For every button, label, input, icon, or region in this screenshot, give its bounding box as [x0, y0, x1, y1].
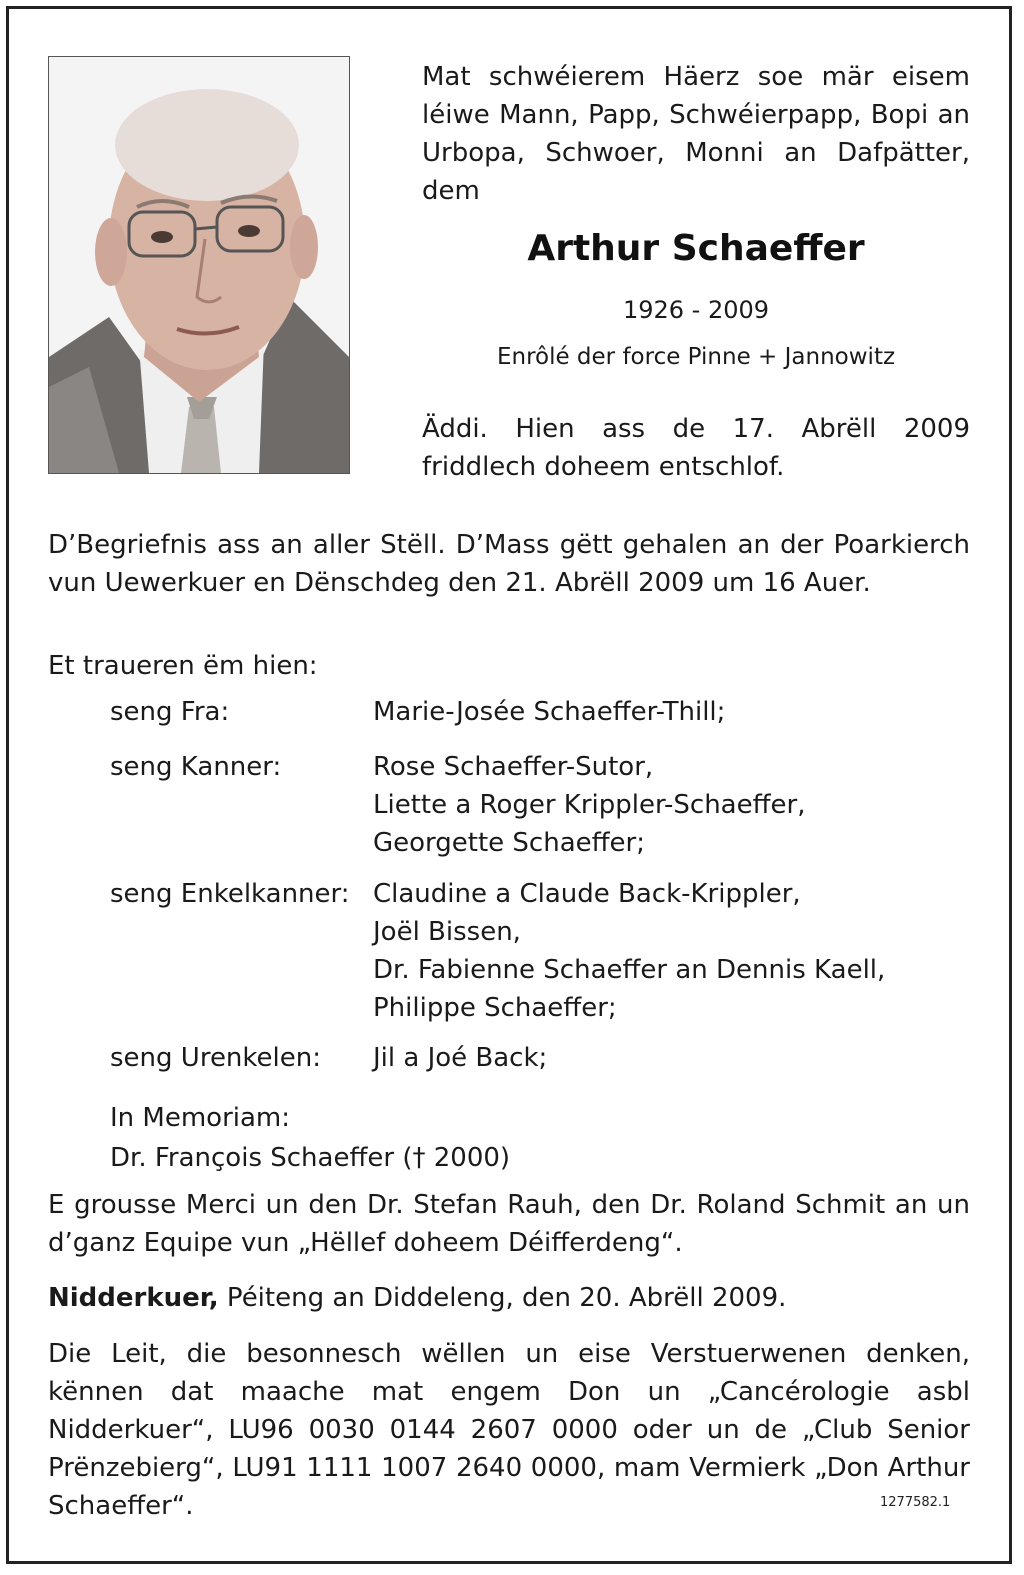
mourner-name: Philippe Schaeffer;	[373, 993, 617, 1023]
in-memoriam	[110, 1098, 510, 1178]
relation-names	[373, 748, 805, 862]
place-rest: Péiteng an Diddeleng, den 20. Abrëll 2009.	[218, 1283, 787, 1313]
mourner-name: Georgette Schaeffer;	[373, 828, 645, 858]
portrait-image	[49, 57, 349, 473]
life-years: 1926 - 2009	[622, 296, 770, 324]
funeral-notice: D’Begriefnis ass an aller Stëll. D’Mass gëtt gehalen an der Poarkierch vun Uewerkuer en Dënschdeg den 21. Abrëll 2009 um 16 Auer.	[48, 530, 970, 598]
mourner-name: Marie-Josée Schaeffer-Thill;	[373, 697, 726, 727]
memoriam-label: In Memoriam:	[110, 1103, 291, 1133]
place-date	[48, 1283, 786, 1313]
death-notice: Äddi. Hien ass de 17. Abrëll 2009 friddlech doheem entschlof.	[422, 414, 970, 482]
portrait-photo	[48, 56, 350, 474]
memoriam-name: Dr. François Schaeffer († 2000)	[110, 1143, 511, 1173]
mourner-name: Liette a Roger Krippler-Schaeffer,	[373, 790, 806, 820]
relation-label: seng Enkelkanner:	[110, 879, 350, 909]
relation-label: seng Fra:	[110, 697, 230, 727]
mourner-name: Claudine a Claude Back-Krippler,	[373, 879, 801, 909]
relation-names	[373, 693, 725, 731]
deceased-name: Arthur Schaeffer	[527, 228, 865, 269]
mourner-name: Dr. Fabienne Schaeffer an Dennis Kaell,	[373, 955, 886, 985]
thanks-text: E grousse Merci un den Dr. Stefan Rauh, den Dr. Roland Schmit an un d’ganz Equipe vun „Hëllef doheem Déifferdeng“.	[48, 1190, 970, 1258]
mourner-name: Rose Schaeffer-Sutor,	[373, 752, 654, 782]
donation-text: Die Leit, die besonnesch wëllen un eise Verstuerwenen denken, kënnen dat maache mat engem Don un „Cancérologie asbl Nidderkuer“, LU96 0030 0144 2607 0000 oder un de „Club Senior Prënzebierg“, LU91 1111 1007 2640 0000, mam Vermierk „Don Arthur Schaeffer“.	[48, 1339, 970, 1521]
relation-label: seng Urenkelen:	[110, 1043, 321, 1073]
reference-number: 1277582.1	[880, 1495, 951, 1510]
mourner-name: Joël Bissen,	[373, 917, 521, 947]
relation-names	[373, 875, 885, 1027]
mourners-intro: Et traueren ëm hien:	[48, 651, 318, 681]
enrole-note: Enrôlé der force Pinne + Jannowitz	[496, 344, 896, 370]
intro-text: Mat schwéierem Häerz soe mär eisem léiwe Mann, Papp, Schwéierpapp, Bopi an Urbopa, Schwoer, Monni an Dafpätter, dem	[422, 62, 970, 206]
relation-names	[373, 1039, 547, 1077]
mourner-name: Jil a Joé Back;	[373, 1043, 548, 1073]
relation-label: seng Kanner:	[110, 752, 282, 782]
place-town: Nidderkuer,	[48, 1283, 219, 1313]
